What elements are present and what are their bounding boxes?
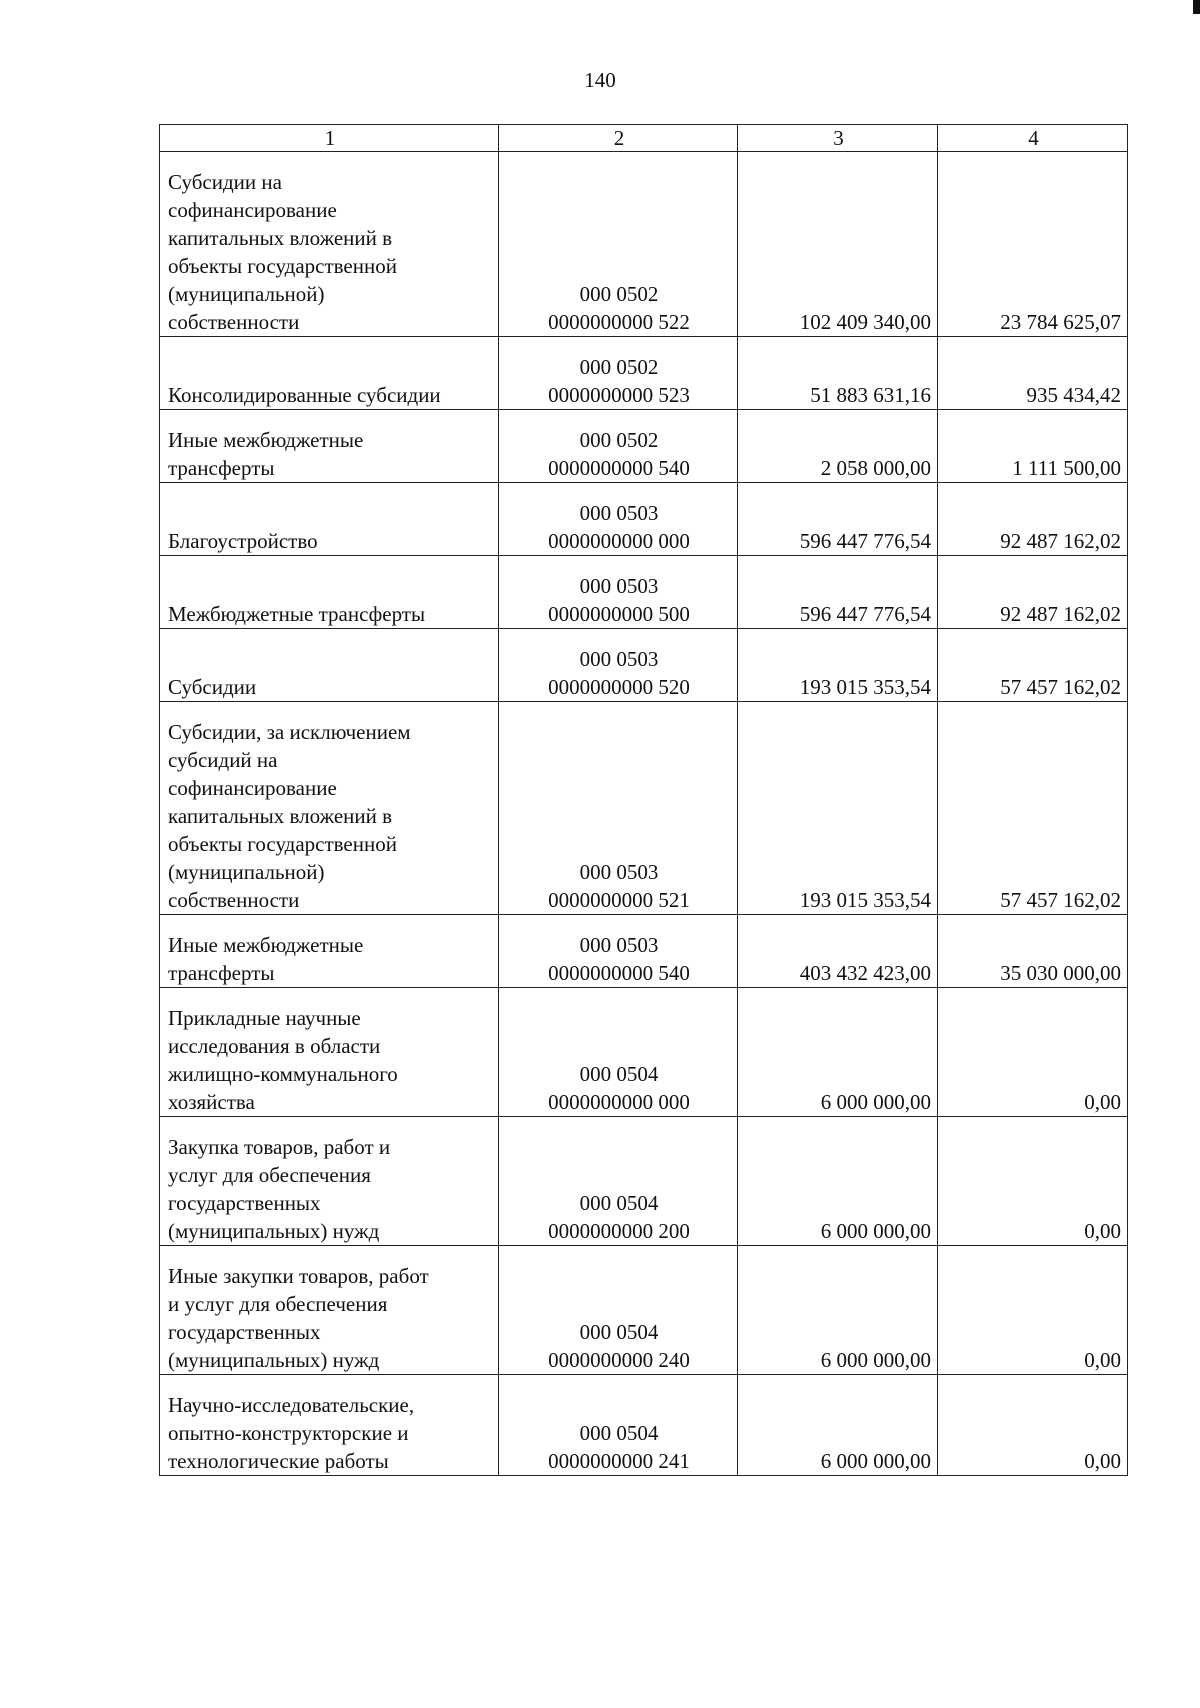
row-name-line: капитальных вложений в — [168, 226, 393, 250]
budget-code-line: 0000000000 000 — [548, 1090, 690, 1114]
amount-col3-cell: 6 000 000,00 — [738, 1246, 938, 1375]
budget-code-cell — [499, 702, 738, 915]
row-name-line: услуг для обеспечения — [168, 1163, 371, 1187]
row-name-line: хозяйства — [168, 1090, 255, 1114]
row-name-line: Субсидии — [168, 675, 257, 699]
budget-code-line: 000 0503 — [579, 647, 659, 671]
budget-code-line: 0000000000 523 — [548, 383, 690, 407]
row-name-cell — [160, 915, 499, 988]
row-name-cell — [160, 629, 499, 702]
amount-col3-cell: 2 058 000,00 — [738, 410, 938, 483]
scan-edge-mark — [1193, 0, 1200, 14]
row-name-line: (муниципальной) — [168, 860, 325, 884]
budget-code-line: 000 0504 — [579, 1421, 659, 1445]
amount-col4-cell: 935 434,42 — [938, 337, 1128, 410]
column-header-3: 3 — [738, 125, 938, 152]
row-name-line: трансферты — [168, 456, 275, 480]
row-name-line: Иные закупки товаров, работ — [168, 1264, 429, 1288]
table-row — [160, 1246, 1128, 1375]
budget-code-line: 0000000000 521 — [548, 888, 690, 912]
row-name-line: исследования в области — [168, 1034, 381, 1058]
row-name-line: Межбюджетные трансферты — [168, 602, 426, 626]
budget-code-cell — [499, 1117, 738, 1246]
row-name-cell — [160, 483, 499, 556]
amount-col3-cell: 193 015 353,54 — [738, 702, 938, 915]
table-row — [160, 152, 1128, 337]
row-name-line: софинансирование — [168, 198, 337, 222]
row-name-line: объекты государственной — [168, 254, 397, 278]
budget-code-line: 000 0503 — [579, 574, 659, 598]
table-row — [160, 629, 1128, 702]
row-name-line: технологические работы — [168, 1449, 389, 1473]
budget-code-line: 0000000000 540 — [548, 456, 690, 480]
amount-col4-cell: 92 487 162,02 — [938, 483, 1128, 556]
column-header-1: 1 — [160, 125, 499, 152]
amount-col3-cell: 6 000 000,00 — [738, 988, 938, 1117]
row-name-line: собственности — [168, 310, 300, 334]
budget-code-line: 0000000000 500 — [548, 602, 690, 626]
budget-code-cell — [499, 915, 738, 988]
amount-col4-cell: 57 457 162,02 — [938, 702, 1128, 915]
budget-code-line: 000 0503 — [579, 860, 659, 884]
row-name-line: (муниципальной) — [168, 282, 325, 306]
table-row — [160, 410, 1128, 483]
row-name-cell — [160, 1246, 499, 1375]
amount-col4-cell: 1 111 500,00 — [938, 410, 1128, 483]
table-row — [160, 483, 1128, 556]
budget-code-cell — [499, 337, 738, 410]
amount-col3-cell: 102 409 340,00 — [738, 152, 938, 337]
row-name-line: капитальных вложений в — [168, 804, 393, 828]
table-row — [160, 556, 1128, 629]
row-name-line: Консолидированные субсидии — [168, 383, 441, 407]
row-name-line: Субсидии на — [168, 170, 282, 194]
amount-col4-cell: 0,00 — [938, 1375, 1128, 1476]
row-name-line: Иные межбюджетные — [168, 933, 364, 957]
amount-col3-cell: 193 015 353,54 — [738, 629, 938, 702]
table-row — [160, 988, 1128, 1117]
budget-code-cell — [499, 1375, 738, 1476]
budget-code-line: 000 0504 — [579, 1320, 659, 1344]
row-name-line: Иные межбюджетные — [168, 428, 364, 452]
amount-col3-cell: 6 000 000,00 — [738, 1117, 938, 1246]
row-name-line: государственных — [168, 1320, 321, 1344]
budget-code-line: 0000000000 522 — [548, 310, 690, 334]
row-name-line: жилищно-коммунального — [168, 1062, 398, 1086]
budget-code-line: 000 0502 — [579, 428, 659, 452]
row-name-line: (муниципальных) нужд — [168, 1219, 380, 1243]
budget-code-cell — [499, 410, 738, 483]
amount-col4-cell: 0,00 — [938, 1117, 1128, 1246]
row-name-cell — [160, 988, 499, 1117]
row-name-line: и услуг для обеспечения — [168, 1292, 388, 1316]
budget-code-cell — [499, 988, 738, 1117]
row-name-cell — [160, 556, 499, 629]
budget-code-cell — [499, 152, 738, 337]
amount-col3-cell: 6 000 000,00 — [738, 1375, 938, 1476]
budget-code-line: 0000000000 240 — [548, 1348, 690, 1372]
amount-col3-cell: 596 447 776,54 — [738, 556, 938, 629]
column-header-4: 4 — [938, 125, 1128, 152]
budget-table — [159, 124, 1128, 1476]
table-row — [160, 702, 1128, 915]
amount-col4-cell: 0,00 — [938, 988, 1128, 1117]
table-body — [160, 152, 1128, 1476]
row-name-line: государственных — [168, 1191, 321, 1215]
row-name-line: Закупка товаров, работ и — [168, 1135, 391, 1159]
amount-col4-cell: 0,00 — [938, 1246, 1128, 1375]
row-name-line: Прикладные научные — [168, 1006, 361, 1030]
budget-code-line: 000 0502 — [579, 282, 659, 306]
budget-code-cell — [499, 483, 738, 556]
budget-code-line: 0000000000 540 — [548, 961, 690, 985]
row-name-line: собственности — [168, 888, 300, 912]
amount-col3-cell: 596 447 776,54 — [738, 483, 938, 556]
budget-code-line: 000 0502 — [579, 355, 659, 379]
row-name-line: субсидий на — [168, 748, 278, 772]
table-row — [160, 1375, 1128, 1476]
page-number: 140 — [584, 68, 616, 92]
budget-code-cell — [499, 1246, 738, 1375]
amount-col3-cell: 51 883 631,16 — [738, 337, 938, 410]
row-name-line: Благоустройство — [168, 529, 318, 553]
budget-code-line: 0000000000 200 — [548, 1219, 690, 1243]
table-header-row — [160, 125, 1128, 152]
budget-code-line: 000 0504 — [579, 1191, 659, 1215]
row-name-cell — [160, 152, 499, 337]
row-name-line: опытно-конструкторские и — [168, 1421, 409, 1445]
table-row — [160, 915, 1128, 988]
budget-code-line: 0000000000 520 — [548, 675, 690, 699]
amount-col4-cell: 57 457 162,02 — [938, 629, 1128, 702]
row-name-line: объекты государственной — [168, 832, 397, 856]
budget-code-line: 000 0503 — [579, 933, 659, 957]
row-name-cell — [160, 410, 499, 483]
column-header-2: 2 — [499, 125, 738, 152]
budget-code-cell — [499, 556, 738, 629]
amount-col4-cell: 35 030 000,00 — [938, 915, 1128, 988]
row-name-line: Научно-исследовательские, — [168, 1393, 415, 1417]
budget-code-line: 0000000000 241 — [548, 1449, 690, 1473]
row-name-cell — [160, 1375, 499, 1476]
table-row — [160, 337, 1128, 410]
budget-code-line: 000 0503 — [579, 501, 659, 525]
row-name-line: Субсидии, за исключением — [168, 720, 411, 744]
table-row — [160, 1117, 1128, 1246]
amount-col3-cell: 403 432 423,00 — [738, 915, 938, 988]
row-name-cell — [160, 702, 499, 915]
row-name-line: софинансирование — [168, 776, 337, 800]
budget-code-cell — [499, 629, 738, 702]
budget-code-line: 0000000000 000 — [548, 529, 690, 553]
amount-col4-cell: 92 487 162,02 — [938, 556, 1128, 629]
row-name-line: (муниципальных) нужд — [168, 1348, 380, 1372]
row-name-cell — [160, 337, 499, 410]
budget-code-line: 000 0504 — [579, 1062, 659, 1086]
amount-col4-cell: 23 784 625,07 — [938, 152, 1128, 337]
row-name-cell — [160, 1117, 499, 1246]
row-name-line: трансферты — [168, 961, 275, 985]
